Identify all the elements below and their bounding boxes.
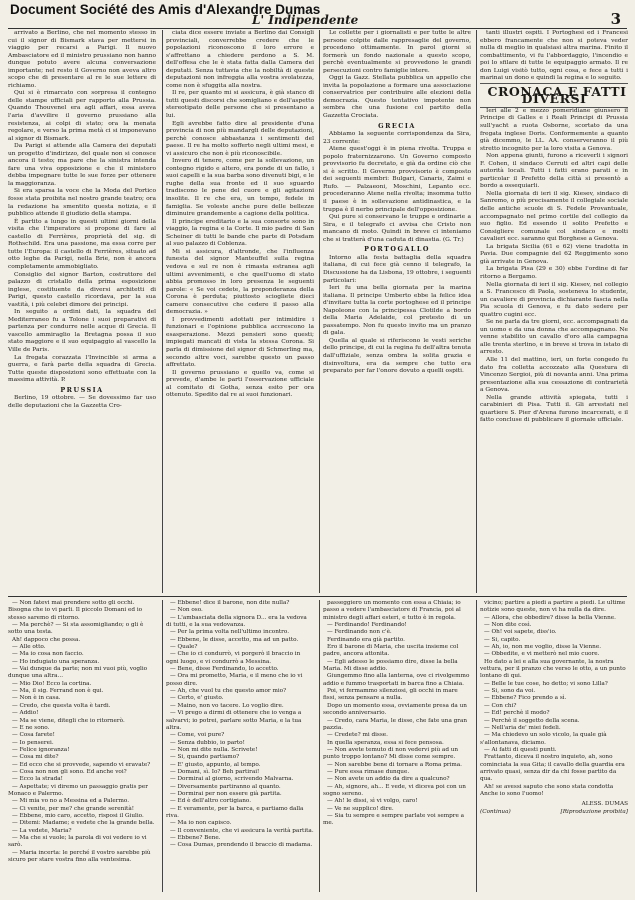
paragraph: — Ah! le dissi, sì vi volgo, caro! bbox=[327, 798, 418, 805]
news-column-4 bbox=[480, 30, 628, 425]
paragraph: — Che io ci condurrò, vi porgerò il braccio in ogni luogo, e vi condurrò a Messina. bbox=[166, 651, 301, 665]
paragraph: — Come, voi pure? bbox=[170, 732, 225, 739]
paragraph: — Ed! perchè il modo? bbox=[484, 710, 550, 717]
paragraph: — Ferdinando! Ferdinando! bbox=[327, 622, 407, 629]
paragraph: — Con chi? bbox=[484, 702, 517, 709]
paragraph: — Ebbene? Fico prendo a sì. bbox=[484, 695, 567, 702]
paragraph: — Ebbene, mio caro, accetto, risposi il Giulio. bbox=[12, 812, 144, 819]
paragraph: — Credete? mi disse. bbox=[327, 732, 388, 739]
page-number: 3 bbox=[610, 10, 621, 28]
paragraph: Ero il barone di Maria, che uscita insieme col padre, ancora attonita. bbox=[323, 644, 459, 658]
feuilleton-column-2 bbox=[166, 600, 314, 850]
feuilleton-col3-lines bbox=[323, 600, 471, 828]
feuilleton-column-4 bbox=[480, 600, 628, 816]
col4-paragraphs bbox=[480, 30, 628, 83]
col2-paragraphs bbox=[166, 30, 314, 400]
column-rule bbox=[162, 30, 163, 593]
paragraph: — Ah, che vuol tu che questo amor mio? bbox=[170, 688, 287, 695]
paragraph: I provvedimenti adottati per intimidire i funzionari e l'opinione pubblica accrescono la esasperazione. Mezzi pensieri sono questi; impiegati mancati di vista la stessa Corona. Si parla di dimissione del signor di Schmerling ma, secondo altre voci, sarebbe questo un passo affrettato. bbox=[166, 316, 314, 369]
paragraph: — Credo, che questa volta è tardi. bbox=[12, 702, 111, 709]
column-rule bbox=[162, 600, 163, 892]
paragraph: Consiglio del signor Barton, costruttore del palazzo di cristallo della prima esposizione inglese, costituente da diversi architetti di Parigi, questo castello ricordava, per la sua vastità, i più celebri dimore dei principi. bbox=[8, 271, 156, 308]
paragraph: — Ditemi: Madame; e vedete che la grande bella. bbox=[12, 820, 155, 827]
paragraph: — Ebbene, le disse, accetto, ma ad un patto. bbox=[170, 636, 299, 643]
paragraph: tanti illustri ospiti. I Portoghesi ed i Francesi ebbero francamente che non si poteva veder nulla di meglio in qualsiasi altra marina. Finito il combattimento, vi fu l'abbordaggio, l'incendio e poi lo sfilare di tutte le equipaggio armato. Il re don Luigi visitò tutto, ogni cosa, e fece a tutti i marinai un dono e quindi la regina e lo seguito. bbox=[480, 30, 628, 82]
paragraph: — E ne sono. bbox=[12, 724, 50, 731]
paragraph: — Non avete temuto di non vedervi più ad un punto troppo lontano? Mi disse come sempre. bbox=[323, 746, 459, 761]
paragraph: — La vedete, Maria? bbox=[12, 827, 72, 834]
paragraph: — Maria incerta: le perché il vostro sarebbe più sicuro per stare vostra fino alla ventesima. bbox=[8, 849, 151, 864]
paragraph: La brigata Pisa (29 e 30) ebbe l'ordine di far ritorno a Bergamo. bbox=[480, 266, 628, 280]
feuilleton-column-1 bbox=[8, 600, 156, 864]
paragraph: — Diversamente partiranno al quanto. bbox=[170, 783, 281, 790]
paragraph: Egli avrebbe fatto dire al presidente d'una provincia di non più mandargli delle deputazioni, perchè conosce abbastanza i sentimenti del paese. Il re ha molto sofferto negli ultimi mesi, e vi assicuro che non è più riconoscibile. bbox=[166, 120, 314, 157]
paragraph: Nella giornata di ieri il sig. Kiesev, sindaco di Sanremo, o più precisamente il collegiale sociale delle antiche scuole di S. Fedele Provantuale, accompagnato nel primo cortile del collegio da suo figlio. Ed essendo il solito Prefetto e Consigliere comunale col sindaco e molti cavalieri ecc. saranno qui Borghese a Genova. bbox=[480, 190, 628, 243]
paragraph: — Pure essa rimase dunque. bbox=[327, 768, 410, 775]
news-column-2 bbox=[166, 30, 314, 400]
paragraph: — Io penserei. bbox=[12, 739, 54, 746]
feuilleton-col2-lines bbox=[166, 600, 314, 850]
paragraph: Se ne parla da tre giorni, ecc. accompagnati da un uomo e da una donna che accompagnano. Ne venne stabilito un cavallo d'oro alla campagna alle trenta sterlino, e in breve si trova in istato di arresto. bbox=[480, 319, 628, 356]
paragraph: — Perchè il soggetto della scena. bbox=[484, 717, 580, 724]
paragraph: — Non avete un addio da dire a qualcuno? bbox=[327, 776, 450, 783]
paragraph: — Mi mia vo no a Messina ed a Palermo. bbox=[12, 798, 130, 805]
paragraph: — Dormirai per non essere già partita. bbox=[170, 790, 282, 797]
feuilleton-footer bbox=[480, 809, 628, 816]
paragraph: Non appena giunti, furono a riceverli i signori F. Cohen, il sindaco Cerruti ed altri capi delle autorità locali. Tutti i fatti erano parati e in particolar il Prefetto della città si presentò a bordo a ossequiarli. bbox=[480, 153, 628, 190]
paragraph: Ah! se avessi saputo che sono stata condotta Anche io sono l'uomo! bbox=[480, 783, 614, 797]
paragraph: — Ho indugiato una speranza. bbox=[12, 658, 100, 665]
newspaper-title: L' Indipendente bbox=[252, 13, 359, 27]
paragraph: — Vi prego a dirmi di ottenere che io venga a salvarvi; io potrei, parlare sotto Maria, e la tua altra. bbox=[166, 710, 302, 731]
paragraph: — Quale? bbox=[170, 644, 198, 651]
paragraph: — Oh! voi sapete, diss'io. bbox=[484, 629, 557, 636]
paragraph: Poi, vi fermammo silenziosi, gli occhi in mare fissi, senza pensare a nulla. bbox=[323, 688, 458, 702]
paragraph: — Il conveniente, che vi assicura la verità partita. bbox=[170, 827, 314, 834]
cronaca-paragraphs bbox=[480, 108, 628, 425]
paragraph: — Non è in casa. bbox=[12, 695, 61, 702]
paragraph: È partito a lungo in questi ultimi giorni della visita che l'imperatore si propone di fare al castello di Ferrières, proprietà del sig. di Rothschild. Era una passione, ma essa corre per tutte l'Europa: il castello di Ferrières, situato ad otto leghe da Parigi, nella Brie, non è ancora completamente ammobigliato. bbox=[8, 218, 156, 270]
paragraph: Ferdinando era già partito. bbox=[327, 636, 405, 643]
top-rule bbox=[8, 28, 627, 29]
paragraph: — Vai dunque da parte; non mi vuoi più, voglio dunque una altra... bbox=[8, 666, 148, 680]
feuilleton-rule bbox=[8, 596, 627, 597]
paragraph: Abbiamo la seguente corrispondenza da Sira, 23 corrente: bbox=[323, 131, 471, 145]
paragraph: — Nell'aria de' miei fedeli. bbox=[484, 724, 561, 731]
news-column-1 bbox=[8, 30, 156, 410]
paragraph: — Felice ignoranza! bbox=[12, 746, 70, 753]
paragraph: — Ve ne supplico! dire. bbox=[327, 805, 394, 812]
paragraph: — Ebbene! dice il barone, non dite nulla? bbox=[170, 600, 290, 606]
paragraph: Qui si è rimarcato con sorpresa il contegno delle stampe ufficiali per rapporto alla Prussia. Quando Thouvenel era agli affari, essa aveva l'aria d'avvilire il governo prussiano alla resistenza, ai colpi di stato; ora la menata regolare, e verso la prima metà ci si imponevano al signor di Bismark. bbox=[8, 90, 156, 142]
paragraph: — Non oso. bbox=[170, 607, 203, 614]
paragraph: Oggi la Gazz. Stellata pubblica un appello che invita la popolazione a formare una associazione conservatrice per contribuire alle elezioni della democrazia. Questo tentativo impotente non sembra che una fusione col partito della Gazzetta Crociata. bbox=[323, 75, 471, 120]
column-rule bbox=[476, 600, 477, 892]
section-heading-grecia: GRECIA bbox=[378, 121, 416, 130]
paragraph: — Ma perchè? — Si sta assomigliando; o gli è sotto una testa. bbox=[8, 622, 144, 636]
paragraph: Ieri fu una bella giornata per la marina italiana. Il principe Umberto ebbe la felice idea d'invitare tutta la corte portoghese ed il principe Napoleone con la principessa Clotilde a bordo della Maria Adelaide, col pretesto di un passatempo. Non fu questo invito ma un pranzo di gala. bbox=[323, 285, 471, 337]
paragraph: — Dormirai al giorno, scrivendo Malvarna. bbox=[170, 776, 294, 783]
paragraph: — E' giusto, appunto, al tempo. bbox=[170, 761, 261, 768]
column-rule bbox=[319, 600, 320, 892]
paragraph: — Per la prima volta nell'ultimo incontro. bbox=[170, 629, 290, 636]
paragraph: — Ah, io, non me voglio, disse la Vienne. bbox=[484, 644, 602, 651]
paragraph: — L'ambasciata della signora D... era la vedova di tutti, e la sua vedovanza. bbox=[166, 614, 307, 629]
feuilleton-col1-lines bbox=[8, 600, 156, 864]
paragraph: In quella speranza, essa si fece pensosa. bbox=[327, 739, 444, 746]
paragraph: — Ma io cosa non faccio. bbox=[12, 651, 84, 658]
paragraph: ciata dice essere inviate a Berlino dai Consigli provinciali, converrebbe credere che le popolazioni riconoscono il loro errore e s'affrettano a chiedere perdono a S. M. dell'offesa che le è stata fatta dalla Camera dei deputati. Senza tuttavia che la nobiltà di queste deputazioni non infreggia alla vostra svolatezza, come non è sfuggita alla nostra. bbox=[166, 30, 314, 89]
paragraph: Da Parigi si attende alla Camera dei deputati un progetto d'indirizzo, del quale non si conosce ancora il testo; ma pare che la sinistra intenda fare una viva opposizione e che il ministero debba impegnare tutte le sue forze per ottenere la maggioranza. bbox=[8, 143, 156, 187]
paragraph: — Cosa Dumas, prendendo il braccio di madama. bbox=[170, 842, 313, 849]
paragraph: Invero di tenere, come per la sollevazione, un contegno rigido e altero, era ponde di un fallo, i suoi capelli e la sua barba sono divenuti bigi, e le rughe della sua fronte ed il suo sguardo tradiscono le pene del cuore e gli agitazioni insolite. Il re che era, un tempo, fedele in famiglia. Se voleste anche pure delle bellezze diminuire grandemente a cagione della politica. bbox=[166, 158, 314, 218]
paragraph: Qui pure si conservano le truppe e ordinarie a Sira, e il telegrafo ci avvisa che Cristo non mancano di moto. Quindi in breve ci inteniamo che si tratterà d'una caduta di dinastia. (G. Tr.) bbox=[323, 214, 471, 243]
paragraph: — Ferdinando non c'è. bbox=[327, 629, 392, 636]
watermark: Document Société des Amis d'Alexandre Dumas bbox=[10, 2, 321, 17]
paragraph: — Alle otto. bbox=[12, 644, 46, 651]
paragraph: Giungemmo fino alla lanterna, ove ci rivolgemmo addio e fummo trasportati in barca fino a Chiaia. bbox=[323, 673, 470, 687]
paragraph: — Cosa farete! bbox=[12, 732, 55, 739]
dateline-berlino: Berlino, 19 ottobre. — Se dovessimo far uso delle deputazioni che la Gazzetta Cro- bbox=[8, 395, 156, 409]
reprint-notice: [Riproduzione proibita] bbox=[560, 808, 628, 815]
paragraph: — Non dite così. bbox=[484, 622, 532, 629]
paragraph: — Egli adesso le possiamo dire, disse la bella Maria. Mi disse addio. bbox=[323, 658, 458, 673]
paragraph: Intorno alla festa battaglia della squadra italiana, di cui fece già cenno il telegrafo, la Discussione ha da Lisbona, 19 ottobre, i seguenti particolari: bbox=[323, 254, 471, 284]
feuilleton-col4-lines bbox=[480, 600, 628, 798]
paragraph: Il governo prussiano e quello va, come si prevede, d'ambe le parti l'osservazione ufficiale al comitato di Gotha, senza esito per ora ottenuto. Spedito dal re ai suoi funzionari. bbox=[166, 369, 314, 399]
section-heading-portogallo: PORTOGALLO bbox=[364, 245, 430, 254]
paragraph: — Addio! bbox=[12, 710, 39, 717]
paragraph: vicino; partire a piedi a partire a piedi. Le ultime notizie sono queste, non vi ha nulla da dire. bbox=[480, 600, 626, 614]
paragraph: — Cosa non non gli sono. Ed anche voi? bbox=[12, 768, 127, 775]
portogallo-paragraphs bbox=[323, 255, 471, 376]
paragraph: Frattanto, diceva il nostro inquieto, ah, sono cominciata la sua Gita; il cavallo della guardia era arrivato quasi, senza dir da chi fosse partito da qua. bbox=[480, 754, 625, 783]
column-rule bbox=[476, 30, 477, 593]
paragraph: — Ma chiedevo un solo vicolo, la quale già s'allontanava, diciamo. bbox=[480, 732, 607, 746]
paragraph: — Bene, disse Ferdinando, lo accetto. bbox=[170, 666, 279, 673]
paragraph: — Ora mi prometto, Maria, e il meno che io vi posso dire. bbox=[166, 673, 303, 687]
cronaca-heading: CRONACA E FATTI DIVERSI bbox=[480, 83, 628, 108]
grecia-paragraphs bbox=[323, 131, 471, 244]
paragraph: — Ebbene? Bene. bbox=[170, 835, 221, 841]
paragraph: — Ed è dell'altro cortigiano. bbox=[170, 798, 252, 805]
paragraph: arrivato a Berlino, che nel momento stesso in cui il signor di Bismark stava per mettersi in viaggio per recarsi a Parigi. Il nuovo Ambasciatore ed il ministro prussiano non hanno dunque potuto avere alcuna conversazione importante; nel resto il Governo non aveva altro scopo che di presentare al re le sue lettere di richiamo. bbox=[8, 30, 156, 89]
paragraph: La brigata Sicilia (61 e 62) viene tradotta in Pavia. Due compagnie del 62 Reggimento sono già arrivate in Genova. bbox=[480, 243, 628, 265]
paragraph: Le collette per i giornalisti e per tutte le altre persone colpite dalle rappresaglie del governo, procedono ottimamente. In parol giorni si formerà un fondo nazionale a questo scopo, perchè eventualmente si provvedono le grandi persecuzioni contro famiglie intere. bbox=[323, 30, 471, 74]
section-heading-prussia: PRUSSIA bbox=[60, 385, 104, 394]
paragraph: Si era sparsa la voce che la Moda del Portico fosse stata proibita nel nostro grande teatro; ora la redazione ha smentito questa notizia, e il pubblico attende il giudizio della stampa. bbox=[8, 188, 156, 218]
paragraph: Ah! dappoco che possa. bbox=[12, 636, 81, 643]
paragraph: — Credo, cara Maria, le disse, che fate una gran pazzia. bbox=[323, 717, 468, 731]
masthead bbox=[0, 6, 635, 26]
paragraph: — Aspettate; vi diremo un passaggio gratis per Monaco e Palermo. bbox=[8, 783, 148, 797]
paragraph: Il re, per quanto mi si assicura, è già stanco di tutti questi discorsi che somigliano e dell'aspetto stereotipato delle persone che si presentano a lui. bbox=[166, 90, 314, 120]
col1-paragraphs bbox=[8, 30, 156, 385]
paragraph: — Sia tu sempre e sempre parlate voi sempre a me. bbox=[323, 812, 465, 827]
paragraph: — Maino, non vo tacere. Lo voglio dire. bbox=[170, 702, 284, 709]
author-signature: ALESS. DUMAS bbox=[581, 801, 628, 808]
paragraph: — Domani, sì. Io? Beh partirai! bbox=[170, 768, 260, 775]
paragraph: — Ma, il sig. Ferrand non è qui. bbox=[12, 688, 104, 695]
paragraph: — Ed ecco che si provvede, sapendo vi eravate? bbox=[12, 761, 151, 768]
paragraph: Nella grande attività spiegata, tutti i carabinieri di Pisa. Tutti il. Gli arrestati nel quartiere S. Pier d'Arena furono incarcerati, e il fatto concluse di pubblicare il giornale ufficiale. bbox=[480, 394, 628, 424]
paragraph: Dopo un momento essa, ovviamente presa da un secondo anniversario. bbox=[323, 702, 467, 717]
paragraph: — Ma se viene, ditegli che io ritornerò. bbox=[12, 717, 125, 724]
paragraph: — Belle le tue cose, ho detto; vi sono Lilla? bbox=[484, 680, 608, 687]
paragraph: — Ci venite, per me? che grande serenità! bbox=[12, 805, 135, 812]
paragraph: — Mio Dio! Ecco la cortina. bbox=[12, 680, 92, 687]
continua-label: (Continua) bbox=[480, 808, 511, 815]
paragraph: — Si, sono da voi. bbox=[484, 688, 536, 695]
paragraph: In seguito a ordini dati, la squadra del Mediterraneo fu a Tolone i suoi preparativi di partenza per condurre nelle acque di Grecia. Il vascello ammiraglio la Bretagna possa il suo stato maggiore e il suo equipaggio al vascello la Ville de Paris. bbox=[8, 309, 156, 353]
paragraph: Mi si assicura, d'altronde, che l'influenza funesta del signor Manteuffel sulla regina vedova e sul re non è rimasta estranea agli ultimi avvenimenti, e che quell'uomo di stato abbia promosso in loro presenza le seguenti parole: « Se voi cedete, la preponderanza della Corona è perduta; piuttosto sciogliete dieci camere consecutive che cedere il passo alla democrazia. » bbox=[166, 248, 314, 316]
paragraph: — Obbedite, e vi metterò nel mio cuore. bbox=[484, 651, 600, 658]
paragraph: Ho dato a lei e alla sua governante, la nostra vettura, per il pranzo che verso le otto, a un punto lontano di qui. bbox=[480, 658, 626, 680]
paragraph: — Non mi dite nulla. Scrivete! bbox=[170, 746, 258, 753]
paragraph: — E veramente, per la barca, e partiamo dalla riva. bbox=[166, 805, 304, 819]
paragraph: — Ma io non capisco. bbox=[170, 820, 232, 827]
paragraph: — Allora, che obbedire? disse la bella Vienne. bbox=[484, 614, 616, 621]
paragraph: — Ah, signore, ah... E vede, vi diceva poi con un sogno sereno. bbox=[323, 783, 466, 797]
paragraph: — Ecco la strada! bbox=[12, 776, 63, 783]
paragraph: Ieri alle 2 e mezzo pomeridiane giunsero il Principe di Galles e i Reali Principi di Prussia sull'yacht a ruota Osborne, scortato da una fregata inglese Doris. Conformemente a quanto già dicemmo, le LL. AA. conserveranno il più stretto incognito per la loro visita a Genova. bbox=[480, 107, 628, 152]
paragraph: — Si, quando partiamo? bbox=[170, 754, 240, 761]
paragraph: Nella giornata di ieri il sig. Kiesev, nel collegio a S. Francesco di Paola, sosteneva lo studente, un cavaliere di provincia dichiarante fascia nella Pia scuola di Genova, e fu dato sedere per quattro cugini ecc. bbox=[480, 281, 628, 318]
paragraph: passeggiero un momento con essa a Chiaia; io passo a vedere l'ambasciatore di Francia, poi al ministro degli affari esteri, e tutto è in regola. bbox=[323, 600, 461, 621]
paragraph: — Si, capito. bbox=[484, 636, 521, 643]
paragraph: — Ma che si vuole; la parola di voi vedere io vi sarò. bbox=[8, 835, 147, 849]
paragraph: — Ai fatti di questi punti. bbox=[484, 746, 557, 753]
col3-paragraphs bbox=[323, 30, 471, 121]
paragraph: Quella al quale si riferiscono le vesti seriche dello principe, di cui la regina fu dell'altra tenuta dall'uffiziale, senza ombra la solita grazia e disinvoltura, era da sempre che tutto era preparato per far l'onore dovuto a quelli ospiti. bbox=[323, 337, 471, 375]
feuilleton-column-3 bbox=[323, 600, 471, 828]
news-column-3 bbox=[323, 30, 471, 376]
paragraph: — Non sarebbe bene di tornare a Roma prima. bbox=[327, 761, 462, 768]
paragraph: — Non fatevi mai prendere sotto gli occhi. Bisogna che io vi parli. Il piccolo Domani ed io stesso saremo di ritorno. bbox=[8, 600, 143, 621]
column-rule bbox=[319, 30, 320, 593]
paragraph: Atene quest'oggi è in piena rivolta. Truppa e popolo fraternizzarono. Un Governo composto provvisorio fu decretato, e già da ordine ciò che si è scritto. Il Governo provvisorio è composto dei seguenti membri: Bulgari, Canaris, Zaimi e Rufo. — Palzaeoni, Moschini, Lepanto ecc. procederanno Atene nella rivolta; insomma tutto il paese è in sollevazione antidinastica, e la truppa è il nerbo principale dell'opposizione. bbox=[323, 146, 471, 213]
paragraph: La fregata corazzata l'Invincible si arma a guerra, e farà parte della squadra di Grecia. Tutte queste disposizioni sono effettuate con la massima attività. P. bbox=[8, 354, 156, 384]
paragraph: — Senza dubbio, io parto! bbox=[170, 739, 245, 746]
paragraph: Il principe ereditario e la sua consorte sono in viaggio, la regina e la Corte. Il mio padre di San Scheiner di tutti le bande che parte di Potsdam al suo palazzo di Coblenza. bbox=[166, 218, 314, 248]
paragraph: — Certo, e' giusto. bbox=[170, 695, 224, 702]
paragraph: — Cosa mi dite? bbox=[12, 754, 59, 761]
paragraph: Alle 11 del mattino, ieri, un forte congedo fu dato fra colletta accozzato alla Questura di Vincenzo Sergioi, più di novanta anni. Una prima presentazione alla sua cessazione di contrarietà a Genova. bbox=[480, 356, 628, 394]
